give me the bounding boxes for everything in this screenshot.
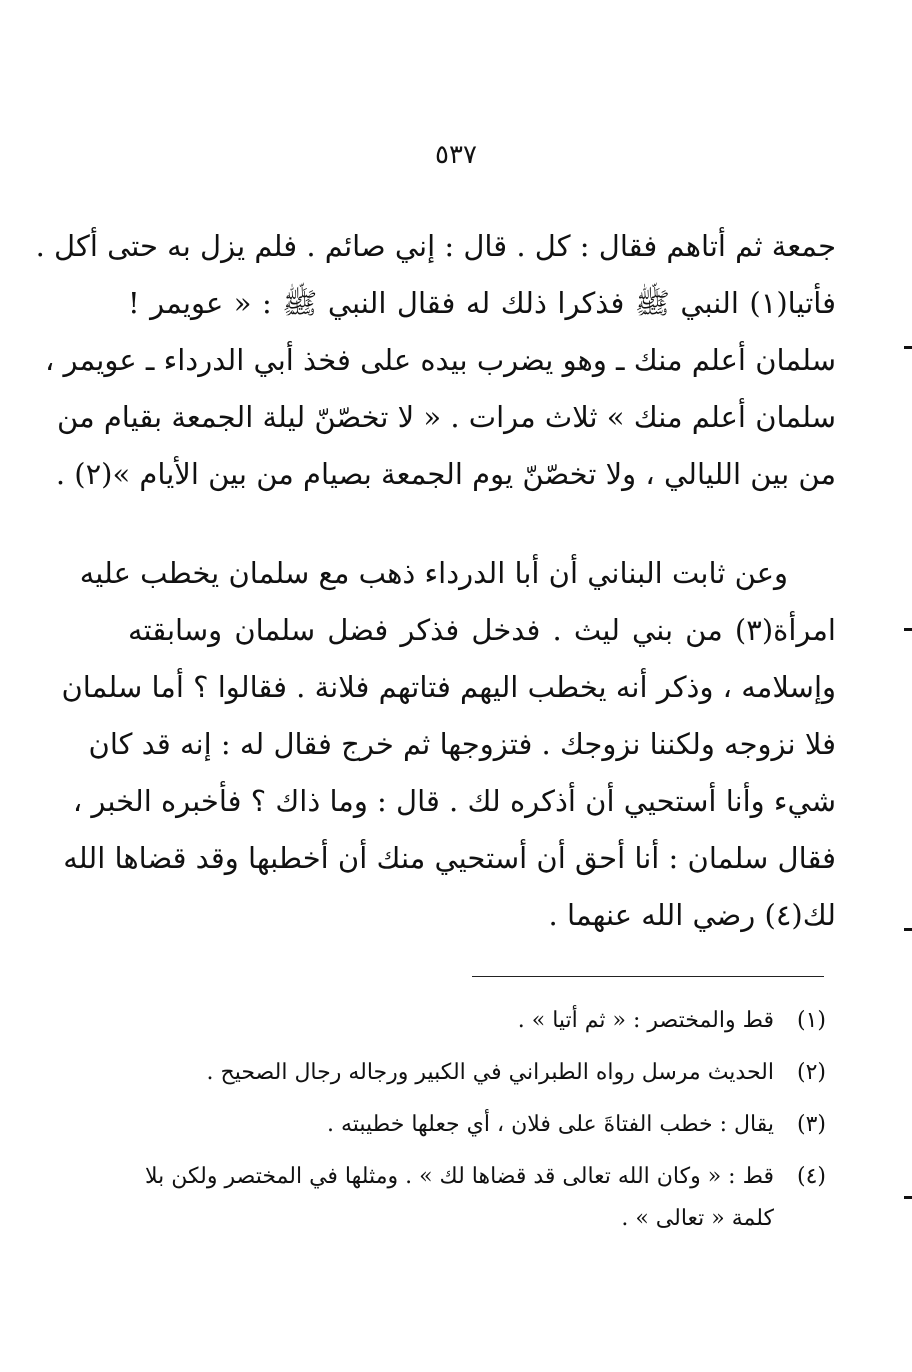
margin-mark (904, 628, 912, 631)
text-line: لك(٤) رضي الله عنهما . (548, 898, 836, 932)
footnote-3 (120, 1099, 826, 1151)
footnote-text: يقال : خطب الفتاةَ على فلان ، أي جعلها خطيبته . (326, 1112, 774, 1137)
margin-mark (904, 928, 912, 931)
footnote-number: (٣) (796, 1112, 826, 1137)
text-line: من بين الليالي ، ولا تخصّنّ يوم الجمعة بصيام من بين الأيام »(٢) . (55, 457, 836, 491)
text-line: فلا نزوجه ولكننا نزوجك . فتزوجها ثم خرج فقال له : إنه قد كان (88, 727, 836, 761)
paragraph-2 (61, 545, 836, 944)
text-line: جمعة ثم أتاهم فقال : كل . قال : إني صائم . فلم يزل به حتى أكل . (35, 229, 836, 263)
margin-mark (904, 346, 912, 349)
footnote-number: (١) (796, 1008, 826, 1033)
footnote-2 (120, 1047, 826, 1099)
text-line: فأتيا(١) النبي ﷺ فذكرا ذلك له فقال النبي ﷺ : « عويمر ! (128, 286, 836, 320)
text-line: فقال سلمان : أنا أحق أن أستحيي منك أن أخطبها وقد قضاها الله (63, 841, 836, 875)
footnote-text: قط : « وكان الله تعالى قد قضاها لك » . ومثلها في المختصر ولكن بلا كلمة « تعالى » . (145, 1164, 774, 1231)
paragraph-1 (35, 218, 836, 503)
text-line: سلمان أعلم منك » ثلاث مرات . « لا تخصّنّ ليلة الجمعة بقيام من (57, 400, 836, 434)
text-line: شيء وأنا أستحيي أن أذكره لك . قال : وما ذاك ؟ فأخبره الخبر ، (72, 784, 836, 818)
text-line: وإسلامه ، وذكر أنه يخطب اليهم فتاتهم فلانة . فقالوا ؟ أما سلمان (61, 670, 836, 704)
footnote-text: الحديث مرسل رواه الطبراني في الكبير ورجاله رجال الصحيح . (206, 1060, 774, 1085)
text-line: امرأة(٣) من بني ليث . فدخل فذكر فضل سلمان وسابقته (128, 613, 836, 647)
footnote-1 (120, 995, 826, 1047)
footnotes (120, 995, 826, 1240)
footnote-4 (120, 1151, 826, 1240)
footnote-separator (472, 976, 824, 977)
page-number: ٥٣٧ (435, 140, 477, 170)
text-line: وعن ثابت البناني أن أبا الدرداء ذهب مع سلمان يخطب عليه (79, 556, 788, 590)
footnote-number: (٢) (796, 1060, 826, 1085)
footnote-text: قط والمختصر : « ثم أتيا » . (517, 1008, 774, 1033)
footnote-number: (٤) (796, 1164, 826, 1189)
margin-mark (904, 1196, 912, 1199)
text-line: سلمان أعلم منك ـ وهو يضرب بيده على فخذ أبي الدرداء ـ عويمر ، (44, 343, 836, 377)
